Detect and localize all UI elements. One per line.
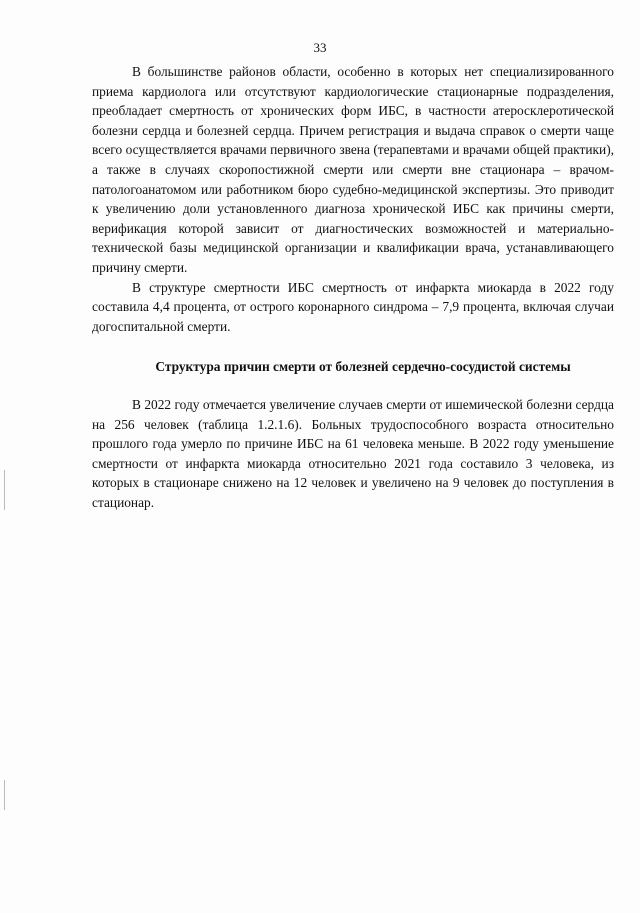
section-heading: Структура причин смерти от болезней сердечно-сосудистой системы (155, 359, 571, 375)
paragraph-mortality-districts: В большинстве районов области, особенно в которых нет специализированного приема кардиолога или отсутствуют кардиологические стационарные подразделения, преобладает смертность от хронических форм ИБС, в частности атеросклеротической болезни сердца и болезней сердца. Причем регистрация и выдача справок о смерти чаще всего осуществляется врачами первичного звена (терапевтами и врачами общей практики), а также в случаях скоропостижной смерти или смерти вне стационара – врачом-патологоанатомом или работником бюро судебно-медицинской экспертизы. Это приводит к увеличению доли установленного диагноза хронической ИБС как причины смерти, верификация которой зависит от диагностических возможностей и материально-технической базы медицинской организации и квалификации врача, устанавливающего причину смерти. (92, 64, 614, 275)
page-number: 33 (313, 40, 327, 55)
scan-edge-mark (4, 470, 5, 510)
scan-edge-mark (4, 780, 5, 810)
paragraph-causes-of-death: В 2022 году отмечается увеличение случаев смерти от ишемической болезни сердца на 256 человек (таблица 1.2.1.6). Больных трудоспособного возраста относительно прошлого года умерло по причине ИБС на 61 человека меньше. В 2022 году уменьшение смертности от инфаркта миокарда относительно 2021 года составило 3 человека, из которых в стационаре снижено на 12 человек и увеличено на 9 человек до поступления в стационар. (92, 396, 614, 510)
paragraph-mortality-structure: В структуре смертности ИБС смертность от инфаркта миокарда в 2022 году составила 4,4 процента, от острого коронарного синдрома – 7,9 процента, включая случаи догоспитальной смерти. (92, 279, 614, 334)
document-body (92, 62, 614, 512)
